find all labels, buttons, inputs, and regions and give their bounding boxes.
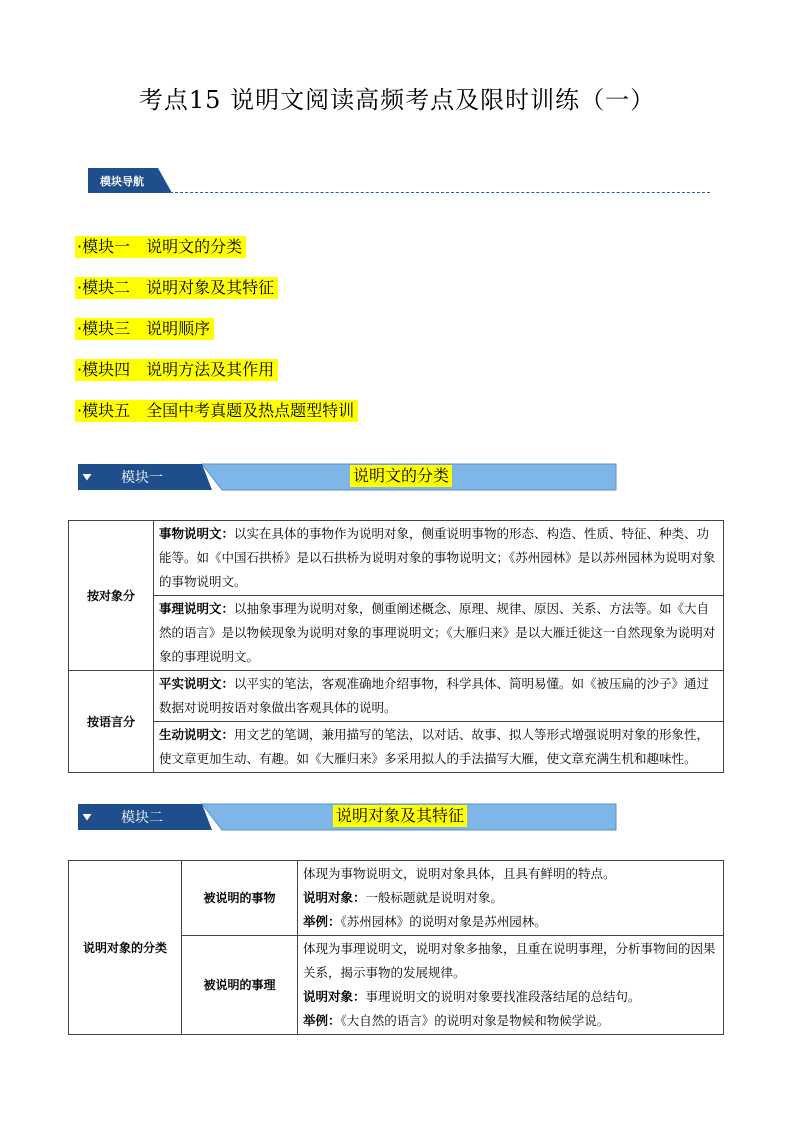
sub-head-principle: 被说明的事理 (182, 936, 298, 1035)
table-row (69, 596, 724, 671)
cell-text: 用文艺的笔调，兼用描写的笔法，以对话、故事、拟人等形式增强说明对象的形象性，使文章更加生动、有趣。如《大雁归来》多采用拟人的手法描写大雁，使文章充满生机和趣味性。 (159, 727, 710, 766)
module1-table (68, 520, 724, 773)
module2-label: 模块二 (121, 810, 163, 826)
nav-item-3[interactable]: ·模块三 说明顺序 (75, 318, 214, 340)
row-head-by-object: 按对象分 (69, 521, 154, 671)
cell-principle-expository (154, 596, 724, 671)
page-title: 考点15 说明文阅读高频考点及限时训练（一） (138, 86, 656, 114)
table-row (69, 521, 724, 596)
cell-vivid-expository (154, 722, 724, 773)
line: 说明对象：一般标题就是说明对象。 (303, 890, 504, 905)
nav-item-2[interactable]: ·模块二 说明对象及其特征 (75, 277, 278, 299)
line: 体现为事物说明文，说明对象具体，且具有鲜明的特点。 (303, 866, 616, 881)
module2-header-bar (78, 802, 618, 832)
module2-table (68, 860, 724, 1035)
term: 事理说明文： (159, 601, 235, 616)
module1-label: 模块一 (121, 470, 163, 486)
chevron-down-icon[interactable] (78, 468, 96, 486)
row-head-classification: 说明对象的分类 (69, 861, 182, 1035)
cell-plain-expository (154, 671, 724, 722)
term: 事物说明文： (159, 526, 235, 541)
module1-title: 说明文的分类 (350, 465, 452, 487)
cell-text: 以实在具体的事物作为说明对象，侧重说明事物的形态、构造、性质、特征、种类、功能等。如《中国石拱桥》是以石拱桥为说明对象的事物说明文；《苏州园林》是以苏州园林为说明对象的事物说明文。 (159, 526, 716, 589)
line: 举例：《大自然的语言》的说明对象是物候和物候学说。 (303, 1013, 610, 1028)
sub-head-thing: 被说明的事物 (182, 861, 298, 936)
table-row (69, 722, 724, 773)
term: 生动说明文： (159, 727, 235, 742)
line: 体现为事理说明文，说明对象多抽象，且重在说明事理，分析事物间的因果关系，揭示事物的发展规律。 (303, 941, 716, 980)
line: 说明对象：事理说明文的说明对象要找准段落结尾的总结句。 (303, 989, 641, 1004)
nav-divider (170, 192, 710, 193)
nav-item-4[interactable]: ·模块四 说明方法及其作用 (75, 359, 278, 381)
module1-header-bar (78, 462, 618, 492)
nav-item-5[interactable]: ·模块五 全国中考真题及热点题型特训 (75, 400, 358, 422)
chevron-down-icon[interactable] (78, 808, 96, 826)
cell-text: 以抽象事理为说明对象，侧重阐述概念、原理、规律、原因、关系、方法等。如《大自然的语言》是以物候现象为说明对象的事理说明文；《大雁归来》是以大雁迁徙这一自然现象为说明对象的事理说明文。 (159, 601, 716, 664)
cell-thing-detail (298, 861, 724, 936)
module-nav-tab (88, 168, 172, 193)
module-nav-label: 模块导航 (100, 175, 144, 188)
nav-item-1[interactable]: ·模块一 说明文的分类 (75, 236, 246, 258)
cell-text: 以平实的笔法，客观准确地介绍事物，科学具体、简明易懂。如《被压扁的沙子》通过数据对说明按语对象做出客观具体的说明。 (159, 676, 710, 715)
cell-thing-expository (154, 521, 724, 596)
cell-principle-detail (298, 936, 724, 1035)
module-nav-list (75, 236, 358, 441)
row-head-by-language: 按语言分 (69, 671, 154, 773)
term: 平实说明文： (159, 676, 235, 691)
table-row (69, 671, 724, 722)
line: 举例：《苏州园林》的说明对象是苏州园林。 (303, 914, 547, 929)
module2-title: 说明对象及其特征 (333, 805, 467, 827)
table-row (69, 861, 724, 936)
